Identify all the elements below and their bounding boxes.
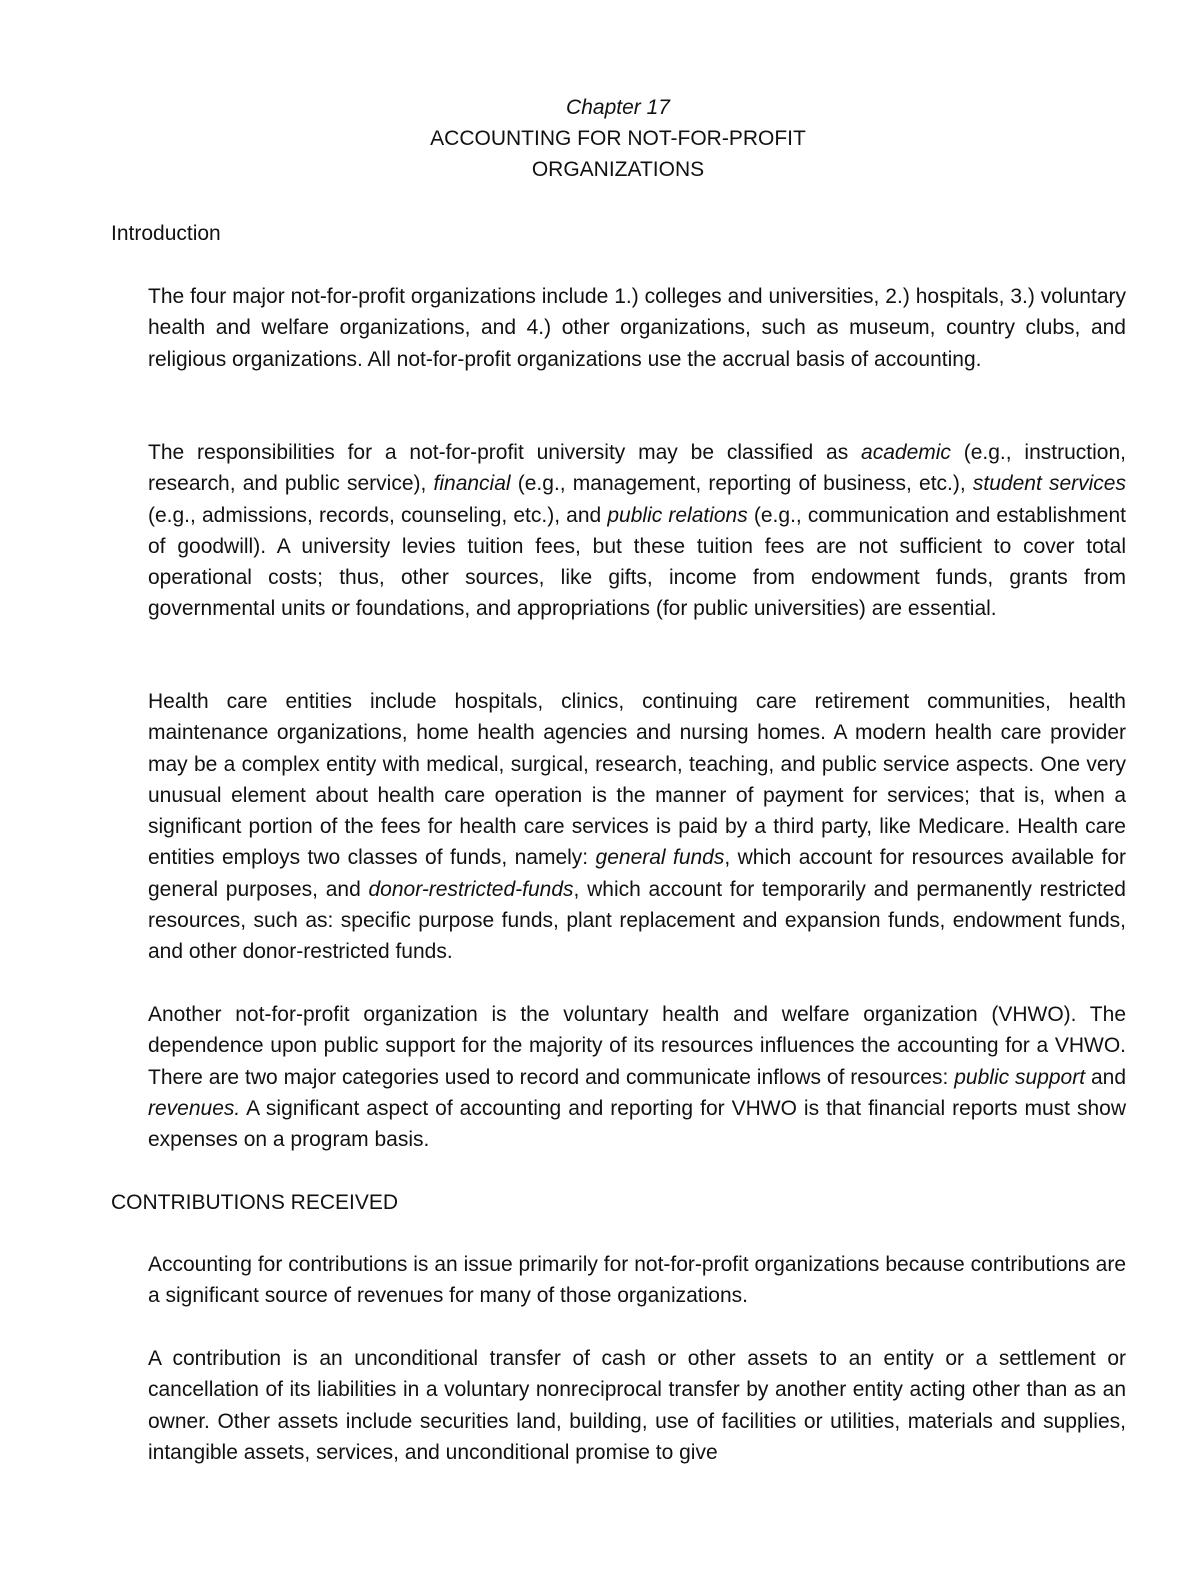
- text-run: A significant aspect of accounting and reporting for VHWO is that financial reports must show expenses on a program basis.: [148, 1096, 1126, 1152]
- chapter-number: Chapter 17: [566, 96, 670, 119]
- text-run: Another not-for-profit organization is the voluntary health and welfare organization (VHWO). The dependence upon public support for the majority of its resources influences the accounting for a VHWO. There are two major categories used to record and communicate inflows of resources:: [148, 1003, 1126, 1089]
- term-public-relations: public relations: [607, 503, 748, 527]
- paragraph-university-responsibilities: [148, 437, 1126, 625]
- text-run: and: [1085, 1065, 1127, 1089]
- paragraph-health-care-entities: [148, 686, 1126, 968]
- term-general-funds: general funds: [595, 846, 725, 870]
- contributions-heading: CONTRIBUTIONS RECEIVED: [111, 1191, 399, 1214]
- paragraph-major-organizations: The four major not-for-profit organizations include 1.) colleges and universities, 2.) hospitals, 3.) voluntary health and welfare organizations, and 4.) other organizations, such as museum, country clubs, and religious organizations. All not-for-profit organizations use the accrual basis of accounting.: [148, 285, 1126, 371]
- term-donor-restricted-funds: donor-restricted-funds: [368, 877, 574, 901]
- text-run: (e.g., admissions, records, counseling, etc.), and: [148, 503, 608, 527]
- text-run: The responsibilities for a not-for-profit university may be classified as: [148, 441, 862, 464]
- introduction-heading: Introduction: [111, 222, 221, 245]
- term-academic: academic: [861, 441, 951, 464]
- term-financial: financial: [433, 472, 511, 496]
- paragraph-contribution-definition: A contribution is an unconditional transfer of cash or other assets to an entity or a settlement or cancellation of its liabilities in a voluntary nonreciprocal transfer by another entity acting other than as an owner. Other assets include securities land, building, use of facilities or utilities, materials and supplies, intangible assets, services, and unconditional promise to give: [148, 1347, 1126, 1464]
- paragraph-vhwo: [148, 999, 1126, 1155]
- text-run: (e.g., communication and establishment of goodwill). A university levies tuition fees, but these tuition fees are not sufficient to cover total operational costs; thus, other sources, like gifts, income from endowment funds, grants from governmental units or foundations, and appropriations (for public universities) are essential.: [148, 503, 1126, 621]
- text-run: Health care entities include hospitals, clinics, continuing care retirement communities, health maintenance organizations, home health agencies and nursing homes. A modern health care provider may be a complex entity with medical, surgical, research, teaching, and public service aspects. One very unusual element about health care operation is the manner of payment for services; that is, when a significant portion of the fees for health care services is paid by a third party, like Medicare. Health care entities employs two classes of funds, namely:: [148, 690, 1126, 870]
- chapter-title-line-1: ACCOUNTING FOR NOT-FOR-PROFIT: [430, 127, 806, 150]
- text-run: , which account for resources available for general purposes, and: [148, 846, 1126, 901]
- term-student-services: student services: [972, 472, 1126, 496]
- term-public-support: public support: [954, 1065, 1086, 1089]
- chapter-title-block: [0, 92, 1200, 185]
- term-revenues: revenues.: [148, 1096, 241, 1120]
- chapter-title-line-2: ORGANIZATIONS: [531, 158, 705, 181]
- text-run: (e.g., management, reporting of business, etc.),: [510, 472, 973, 496]
- paragraph-contributions-issue: Accounting for contributions is an issue primarily for not-for-profit organizations because contributions are a significant source of revenues for many of those organizations.: [148, 1253, 1126, 1308]
- text-run: , which account for temporarily and permanently restricted resources, such as: specific purpose funds, plant replacement and expansion funds, endowment funds, and other donor-restricted funds.: [148, 877, 1126, 964]
- text-run: (e.g., instruction, research, and public service),: [148, 441, 1126, 496]
